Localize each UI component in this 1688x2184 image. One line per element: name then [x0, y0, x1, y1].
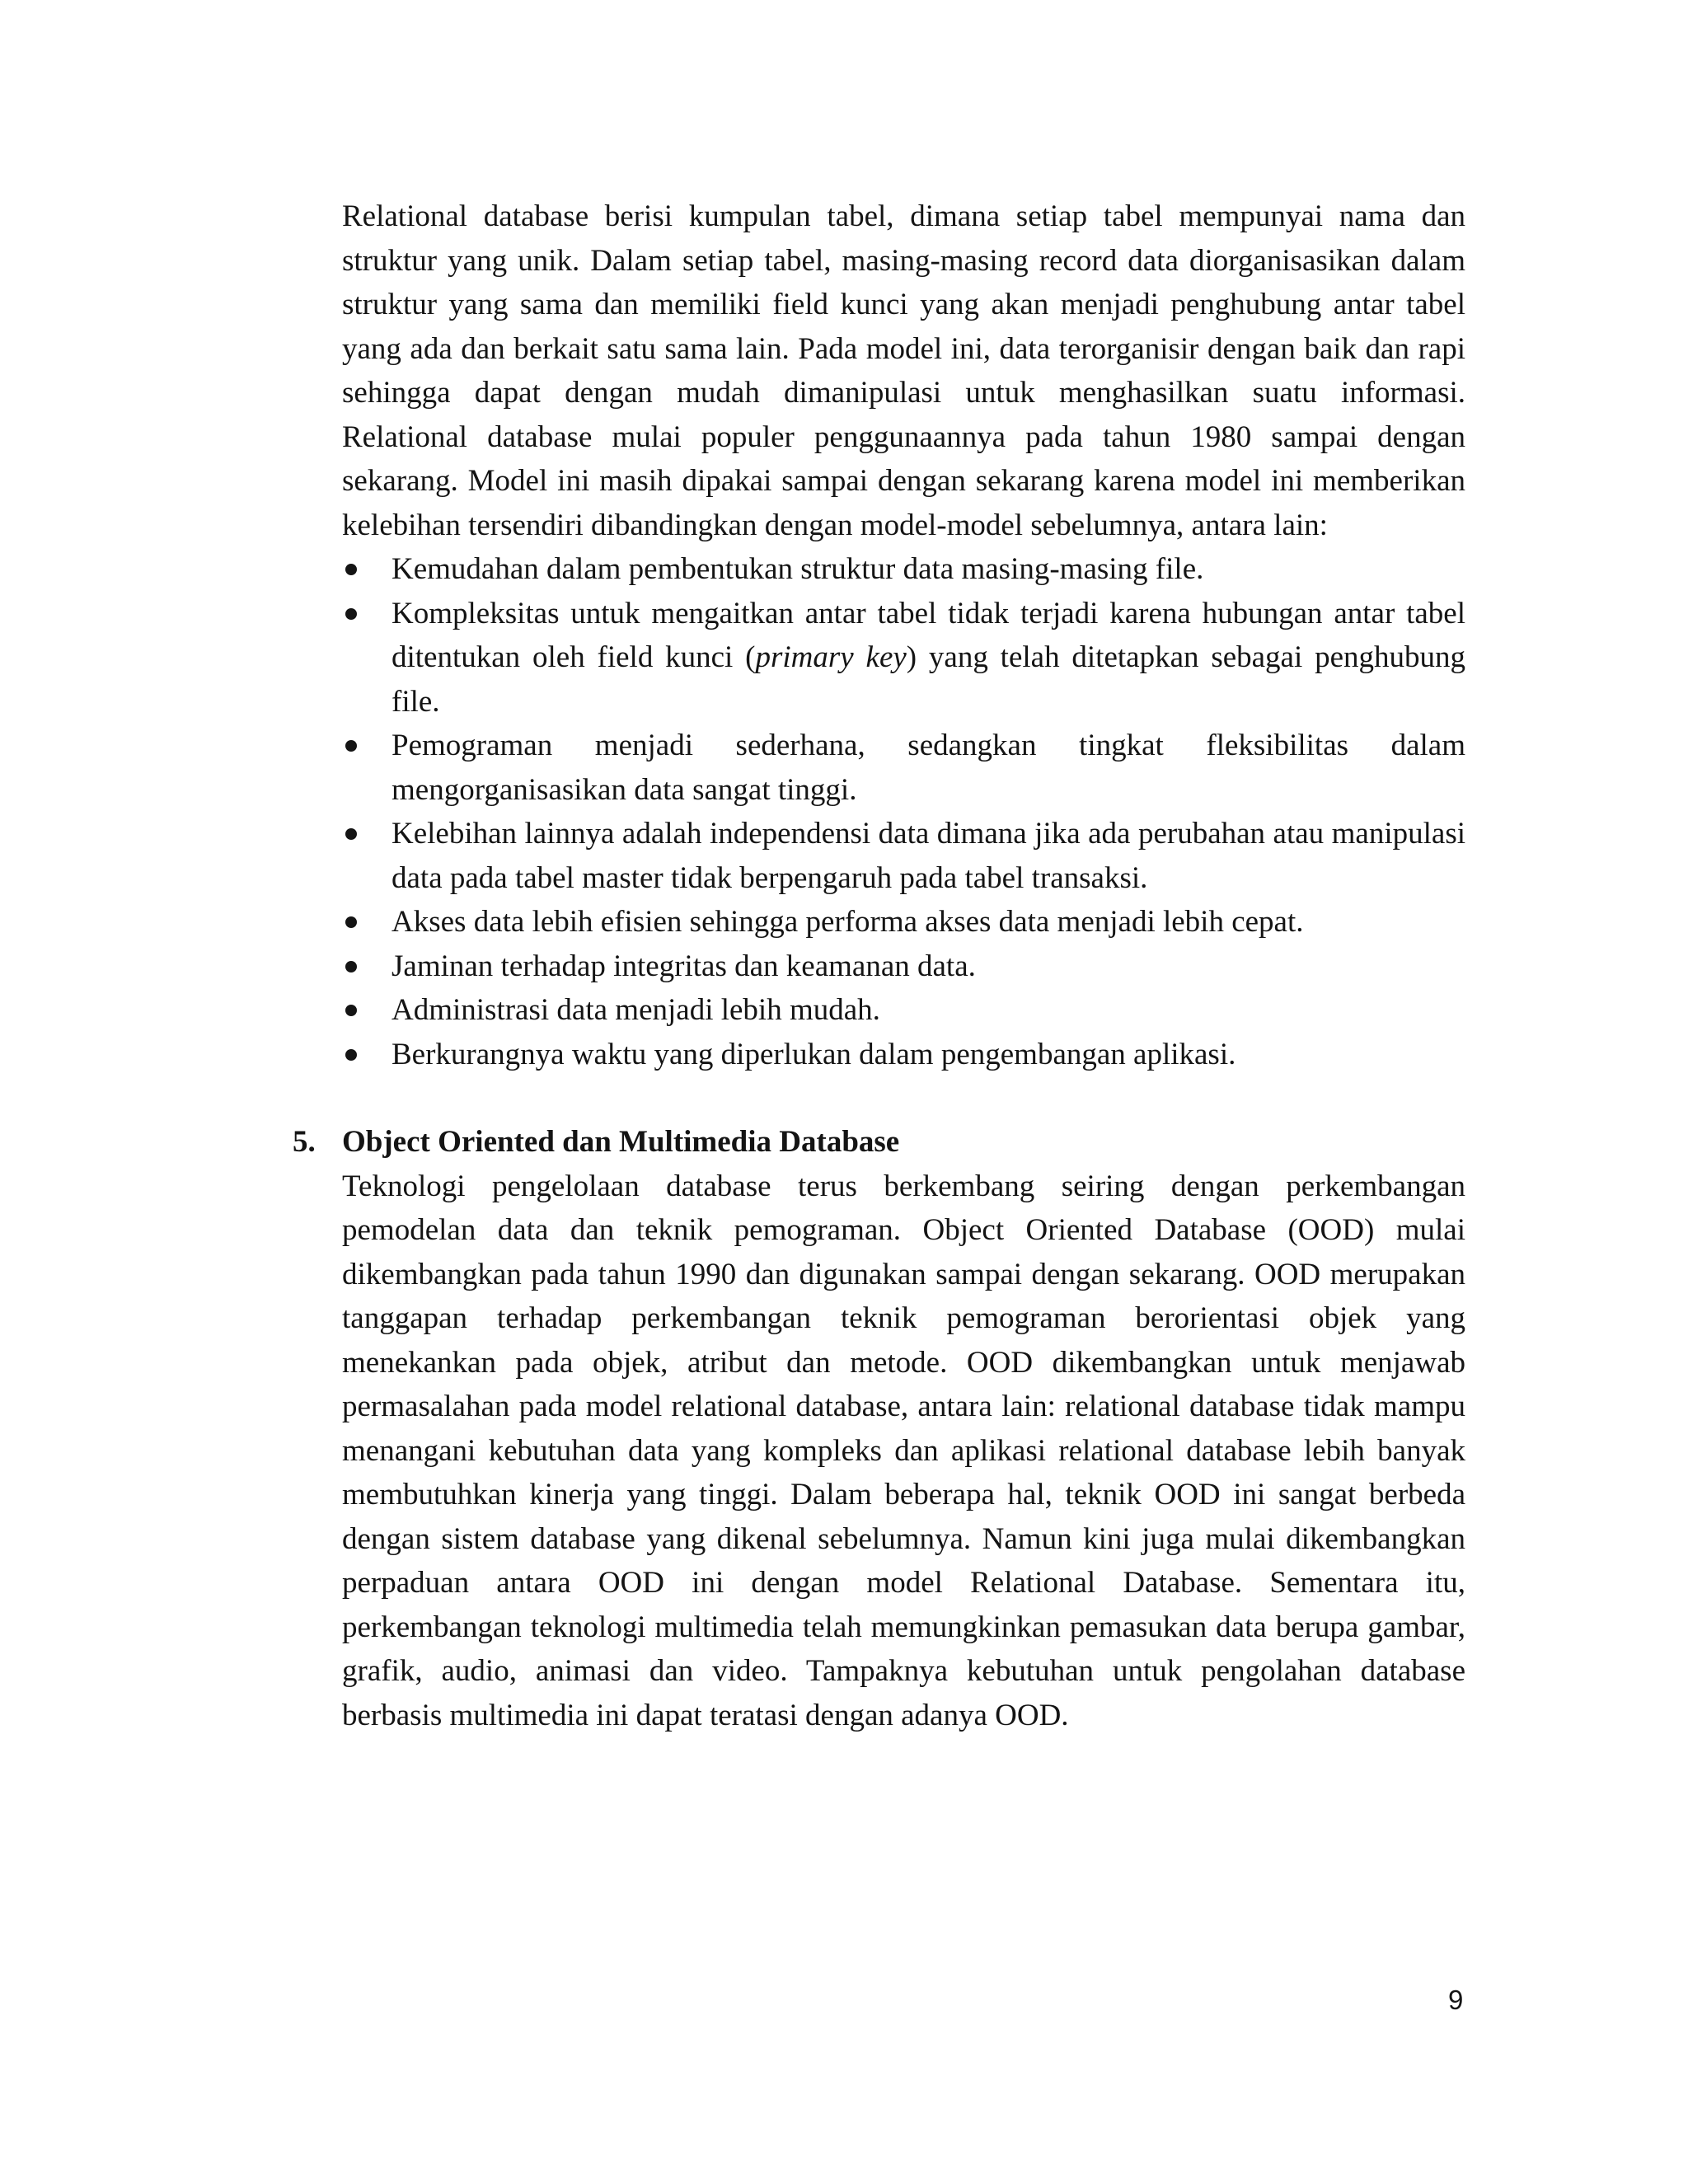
section-paragraph: Teknologi pengelolaan database terus berkembang seiring dengan perkembangan pemodelan data dan teknik pemograman. Object Oriented Database (OOD) mulai dikembangkan pada tahun 1990 dan digunakan sampai dengan sekarang. OOD merupakan tanggapan terhadap perkembangan teknik pemograman berorientasi objek yang menekankan pada objek, atribut dan metode. OOD dikembangkan untuk menjawab permasalahan pada model relational database, antara lain: relational database tidak mampu menangani kebutuhan data yang kompleks dan aplikasi relational database lebih banyak membutuhkan kinerja yang tinggi. Dalam beberapa hal, teknik OOD ini sangat berbeda dengan sistem database yang dikenal sebelumnya. Namun kini juga mulai dikembangkan perpaduan antara OOD ini dengan model Relational Database. Sementara itu, perkembangan teknologi multimedia telah memungkinkan pemasukan data berupa gambar, grafik, audio, animasi dan video. Tampaknya kebutuhan untuk pengolahan database berbasis multimedia ini dapat teratasi dengan adanya OOD. — [342, 1169, 1465, 1732]
list-item — [342, 988, 1465, 1033]
page-content — [293, 194, 1465, 1737]
italic-term: primary key — [755, 640, 907, 674]
list-item-text: Berkurangnya waktu yang diperlukan dalam pengembangan aplikasi. — [392, 1037, 1236, 1071]
list-item — [342, 1033, 1465, 1077]
list-item-text: Pemograman menjadi sederhana, sedangkan tingkat fleksibilitas dalam mengorganisasikan data sangat tinggi. — [392, 729, 1465, 807]
bullet-icon — [345, 608, 357, 620]
list-item-text: Kompleksitas untuk mengaitkan antar tabel tidak terjadi karena hubungan antar tabel ditentukan oleh field kunci ( — [392, 596, 1465, 674]
list-item-text: ) yang telah ditetapkan sebagai penghubung file. — [392, 640, 1465, 719]
section-title: Object Oriented dan Multimedia Database — [342, 1125, 900, 1159]
section-number: 5. — [293, 1125, 316, 1159]
bullet-icon — [345, 961, 357, 972]
intro-paragraph: Relational database berisi kumpulan tabel, dimana setiap tabel mempunyai nama dan struktur yang unik. Dalam setiap tabel, masing-masing record data diorganisasikan dalam struktur yang sama dan memiliki field kunci yang akan menjadi penghubung antar tabel yang ada dan berkait satu sama lain. Pada model ini, data terorganisir dengan baik dan rapi sehingga dapat dengan mudah dimanipulasi untuk menghasilkan suatu informasi. Relational database mulai populer penggunaannya pada tahun 1980 sampai dengan sekarang. Model ini masih dipakai sampai dengan sekarang karena model ini memberikan kelebihan tersendiri dibandingkan dengan model-model sebelumnya, antara lain: — [342, 199, 1465, 542]
bullet-icon — [345, 828, 357, 840]
bullet-icon — [345, 740, 357, 752]
section-heading — [293, 1120, 1465, 1165]
list-item — [342, 900, 1465, 944]
list-item — [342, 944, 1465, 989]
list-item — [342, 547, 1465, 592]
list-item — [342, 812, 1465, 900]
list-item — [342, 724, 1465, 812]
list-item-text: Jaminan terhadap integritas dan keamanan data. — [392, 949, 976, 983]
bullet-icon — [345, 1049, 357, 1061]
list-item — [342, 592, 1465, 724]
list-item-text: Kemudahan dalam pembentukan struktur data masing-masing file. — [392, 552, 1204, 586]
advantages-list — [342, 547, 1465, 1076]
list-item-text: Kelebihan lainnya adalah independensi data dimana jika ada perubahan atau manipulasi data pada tabel master tidak berpengaruh pada tabel transaksi. — [392, 817, 1465, 895]
list-item-text: Akses data lebih efisien sehingga performa akses data menjadi lebih cepat. — [392, 905, 1304, 939]
bullet-icon — [345, 916, 357, 928]
page-number: 9 — [1448, 1985, 1464, 2015]
bullet-icon — [345, 564, 357, 575]
section-5 — [293, 1120, 1465, 1737]
list-item-text: Administrasi data menjadi lebih mudah. — [392, 993, 880, 1027]
bullet-icon — [345, 1005, 357, 1016]
